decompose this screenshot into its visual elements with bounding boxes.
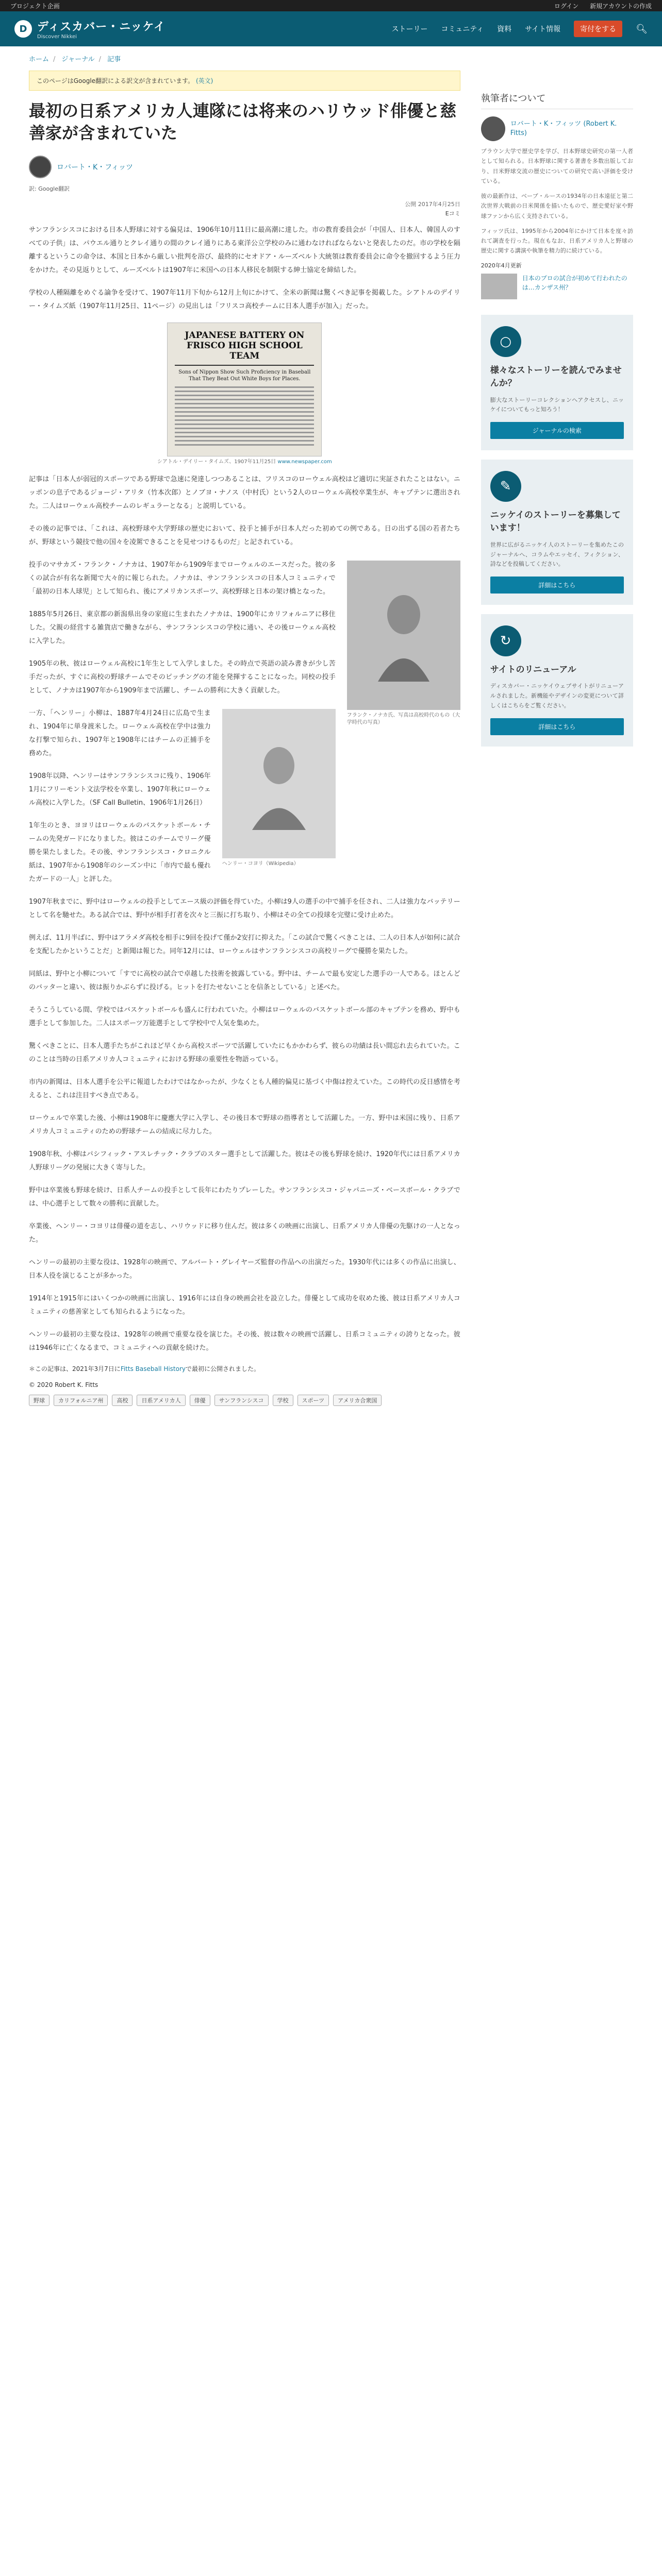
newspaper-clipping-image [167, 323, 322, 456]
article-paragraph: そうこうしている間、学校ではバスケットボールも盛んに行われていた。小柳はローウェルのバスケットボール部のキャプテンを務め、野中も選手として参加した。二人はスポーツ万能選手として学校中で人気を集めた。 [29, 1006, 460, 1027]
pencil-icon: ✎ [490, 471, 521, 502]
article-paragraph: ヘンリーの最初の主要な役は、1928年の映画で、アルバート・グレイヤーズ監督の作品への出演だった。1930年代には多くの作品に出演し、日本人役を演じることが多かった。 [29, 1258, 460, 1280]
article-paragraph: 卒業後、ヘンリー・コヨリは俳優の道を志し、ハリウッドに移り住んだ。彼は多くの映画に出演し、日系アメリカ人俳優の先駆けの一人となった。 [29, 1222, 460, 1244]
article-main [29, 71, 460, 1421]
promo-explore-stories [481, 315, 633, 450]
article-paragraph: 1905年の秋、彼はローウェル高校に1年生として入学しました。その時点で英語の読み書きが少し苦手だったが、すぐに高校の野球チームでそのピッチングの才能を発揮することになった。同校の投手として、ノナカは1907年から1909年まで活躍し、チームの勝利に大きく貢献した。 [29, 659, 336, 694]
clipping-source-link[interactable]: www.newspaper.com [277, 459, 332, 465]
tag[interactable]: カリフォルニア州 [54, 1395, 108, 1406]
sidebar-author-avatar[interactable] [481, 116, 505, 141]
tag-list [29, 1395, 460, 1406]
submit-details-button[interactable]: 詳細はこちら [490, 577, 624, 594]
register-link[interactable]: 新規アカウントの作成 [590, 2, 652, 10]
promo-site-renewal [481, 614, 633, 747]
sidebar-author [481, 116, 633, 141]
refresh-icon: ↻ [490, 625, 521, 656]
newspaper-clipping-figure [29, 323, 460, 466]
article-paragraph: 驚くべきことに、日本人選手たちがこれほど早くから高校スポーツで活躍していたにもかかわらず、彼らの功績は長い間忘れ去られていた。このことは当時の日系アメリカ人コミュニティにおける野球の重要性を物語っている。 [29, 1042, 460, 1063]
promo-text: 膨大なストーリーコレクションへアクセスし、ニッケイについてもっと知ろう！ [490, 396, 624, 413]
article-paragraph: その後の記事では、「これは、高校野球や大学野球の歴史において、投手と捕手が日本人だった初めての例である。日の出ずる国の若者たちが、野球という競技で他の国々を凌駕できることを見せつけるものだ」と記されている。 [29, 524, 460, 546]
article-paragraph: 1908年以降、ヘンリーはサンフランシスコに残り、1906年1月にフリーモント文法学校を卒業し、1907年秋にローウェル高校に入学した。（SF Call Bulletin、1906年1月26日） [29, 772, 211, 807]
search-icon[interactable]: 🔍︎ [636, 23, 648, 35]
footnote: ＊この記事は、2021年3月7日にFitts Baseball Historyで最初に公開されました。 [29, 1365, 260, 1372]
translation-notice [29, 71, 460, 91]
tag[interactable]: アメリカ合衆国 [333, 1395, 382, 1406]
photo-caption-nonaka: フランク・ノナカ氏、写真は高校時代のもの（大学時代の写真） [346, 712, 460, 725]
site-logo[interactable] [14, 18, 166, 40]
tag[interactable]: スポーツ [297, 1395, 329, 1406]
promo-title: ニッケイのストーリーを募集しています！ [490, 510, 621, 534]
tag[interactable]: 日系アメリカ人 [137, 1395, 185, 1406]
publish-date: 公開 2017年4月25日 [405, 201, 460, 208]
login-link[interactable]: ログイン [554, 2, 579, 10]
promo-text: ディスカバー・ニッケイウェブサイトがリニューアルされました。新機能やデザインの変更について詳しくはこちらをご覧ください。 [490, 683, 624, 709]
site-header [0, 11, 662, 46]
article-paragraph: 1907年秋までに、野中はローウェルの投手としてエース級の評価を得ていた。小柳は9人の選手の中で捕手を任され、二人は強力なバッテリーとして名を馳せた。ある試合では、野中が相手打者を次々と三振に打ち取り、小柳はその全ての投球を完璧に受け止めた。 [29, 897, 460, 919]
clipping-headline: JAPANESE BATTERY ON FRISCO HIGH SCHOOL TEAM [175, 330, 314, 366]
photo-caption-koyori: ヘンリー・コヨリ（Wikipedia） [222, 860, 299, 867]
topbar-project-link[interactable]: プロジェクト企画 [10, 2, 60, 10]
breadcrumb: ホーム / ジャーナル / 記事 [29, 56, 121, 63]
promo-text: 世界に広がるニッケイ人のストーリーを集めたこのジャーナルへ、コラムやエッセイ、フィクション、詩などを投稿してください。 [490, 541, 624, 568]
author-bio: 彼の最新作は、ベーブ・ルースの1934年の日本遠征と第二次世界大戦前の日米関係を描いたもので、歴史愛好家や野球ファンから広く支持されている。 [481, 193, 633, 219]
donate-button[interactable]: 寄付をする [574, 21, 622, 37]
article-paragraph: サンフランシスコにおける日本人野球に対する偏見は、1906年10月11日に最高潮に達した。市の教育委員会が「中国人、日本人、韓国人のすべての子供」は、パウエル通りとクレイ通りの間のクレイ通りにある東洋公立学校のみに通わなければならないと発表したのだ。市の学校を隔離するというこの命令は、本国と日本から厳しい批判を浴び、最終的にセオドア・ルーズベルト大統領は教育委員会に命令を撤回するよう圧力をかけた。その見返りとして、ルーズベルトは1907年に米国への日本人移民を制限する紳士協定を締結した。 [29, 226, 460, 274]
author-bio: ブラウン大学で歴史学を学び、日本野球史研究の第一人者として知られる。日本野球に関する著書を多数出版しており、日米野球交流の歴史についての研究で高い評価を受けている。 [481, 148, 633, 184]
logo-mark: D [14, 20, 32, 38]
clipping-subhead: Sons of Nippon Show Such Proficiency in Baseball That They Beat Out White Boys for Places. [178, 369, 311, 382]
article-paragraph: 1908年秋、小柳はパシフィック・アスレチック・クラブのスター選手として活躍した。彼はその後も野球を続け、1920年代には日系アメリカ人野球リーグの発展に大きく寄与した。 [29, 1150, 460, 1172]
article-paragraph: 1885年5月26日、東京都の新潟県出身の家庭に生まれたノナカは、1900年にカリフォルニアに移住した。父親の経営する雑貨店で働きながら、サンフランシスコの学校に通い、その後ローウェル高校に入学した。 [29, 610, 336, 645]
tag[interactable]: サンフランシスコ [214, 1395, 269, 1406]
article-paragraph: 例えば、11月半ばに、野中はアラメダ高校を相手に9回を投げて僅か2安打に抑えた。「この試合で驚くべきことは、二人の日本人が如何に試合を支配したかということだ」と新聞は報じた。同年12月には、ローウェルはサンフランシスコの高校リーグで優勝を果たした。 [29, 934, 460, 955]
related-article[interactable] [481, 274, 633, 299]
tag[interactable]: 俳優 [190, 1395, 210, 1406]
article-paragraph: 投手のマサカズ・フランク・ノナカは、1907年から1909年までローウェルのエースだった。彼の多くの試合が有名な新聞で大々的に報じられた。ノナカは、サンフランシスコの日本人コミュニティで「最初の日本人球児」として知られ、後にアメリカンスポーツ、高校野球と日本の架け橋となった。 [29, 561, 336, 596]
tag[interactable]: 学校 [273, 1395, 293, 1406]
article-paragraph: 野中は卒業後も野球を続け、日系人チームの投手として長年にわたりプレーした。サンフランシスコ・ジャパニーズ・ベースボール・クラブでは、中心選手として数々の勝利に貢献した。 [29, 1186, 460, 1208]
notice-text-body: このページはGoogle翻訳による訳文が含まれています。 [37, 77, 194, 84]
renewal-details-button[interactable]: 詳細はこちら [490, 718, 624, 735]
article-title: 最初の日系アメリカ人連隊には将来のハリウッド俳優と慈善家が含まれていた [29, 101, 457, 143]
nav-stories[interactable]: ストーリー [391, 25, 428, 33]
nav-community[interactable]: コミュニティ [441, 25, 484, 33]
about-author-heading: 執筆者について [481, 91, 633, 109]
photo-henry-koyori [222, 709, 336, 868]
sidebar-author-name[interactable]: ロバート・K・フィッツ (Robert K. Fitts) [510, 120, 617, 137]
breadcrumb-journal[interactable]: ジャーナル [61, 56, 95, 63]
author-block [29, 156, 460, 178]
sidebar [481, 71, 633, 1421]
clipping-caption: シアトル・デイリー・タイムズ、1907年11月25日 www.newspaper.com [157, 459, 332, 465]
article-paragraph: ヘンリーの最初の主要な役は、1928年の映画で重要な役を演じた。その後、彼は数々の映画で活躍し、日系コミュニティの誇りとなった。彼は1946年に亡くなるまで、コミュニティへの貢献を続けた。 [29, 1330, 460, 1352]
article-paragraph: 1年生のとき、ヨヨリはローウェルのバスケットボール・チームの先発ガードになりました。彼はこのチームでリーグ優勝を果たしました。その後、サンフランシスコ・クロニクル紙は、1907年から1908年のシーズン中に「市内で最も優れたガードの一人」と評した。 [29, 821, 211, 883]
article-paragraph: 学校の人種隔離をめぐる論争を受けて、1907年11月下旬から12月上旬にかけて、全米の新聞は驚くべき記事を掲載した。シアトルのデイリー・タイムズ紙（1907年11月25日、11ページ）の見出しは「フリスコ高校チームに日本人選手が加入」だった。 [29, 289, 460, 310]
pdf-link[interactable]: Eコミ [445, 210, 460, 217]
logo-text: ディスカバー・ニッケイ [37, 21, 166, 33]
copyright: © 2020 Robert K. Fitts [29, 1381, 98, 1388]
portrait-photo-koyori [222, 709, 336, 858]
logo-subtitle: Discover Nikkei [37, 34, 77, 40]
portrait-photo-nonaka [347, 561, 460, 710]
clipping-text-lines [175, 386, 314, 446]
related-article-title[interactable]: 日本のプロの試合が初めて行われたのは…カンザス州？ [522, 274, 627, 291]
breadcrumb-article: 記事 [107, 56, 121, 63]
nav-about[interactable]: サイト情報 [525, 25, 561, 33]
article-paragraph: ローウェルで卒業した後、小柳は1908年に慶應大学に入学し、その後日本で野球の指導者として活躍した。一方、野中は米国に残り、日系アメリカ人コミュニティのための野球チームの結成に尽力した。 [29, 1114, 460, 1136]
journal-search-button[interactable]: ジャーナルの検索 [490, 422, 624, 439]
tag[interactable]: 野球 [29, 1395, 49, 1406]
article-paragraph: 記事は「日本人が弱冠的スポーツである野球で急速に発達しつつあることは、フリスコのローウェル高校はど適切に実証されたことはない。ニッポンの息子であるジョージ・アリタ（竹本次郎）とノブヨ・ナノス（中村氏）という2人のローウェル高校卒業生が、キャプテンに選出された。二人はローウェル高校チームのレギュラーとなる」と説明している。 [29, 475, 460, 510]
nav-resources[interactable]: 資料 [497, 25, 512, 33]
breadcrumb-home[interactable]: ホーム [29, 56, 49, 63]
photo-frank-nonaka [347, 561, 460, 726]
topbar [0, 0, 662, 11]
footnote-source-link[interactable]: Fitts Baseball History [120, 1365, 186, 1372]
promo-title: 様々なストーリーを読んでみませんか？ [490, 365, 622, 388]
article-paragraph: 市内の新聞は、日本人選手を公平に報道したわけではなかったが、少なくとも人種的偏見に基づく中傷は控えていた。この時代の反日感情を考えると、これは注目すべき点である。 [29, 1078, 460, 1099]
related-article-thumbnail[interactable] [481, 274, 517, 299]
article-paragraph: 同紙は、野中と小柳について「すでに高校の試合で卓越した技術を披露している。野中は、チームで最も安定した選手の一人である。ほとんどのバッターと違い、彼は振りかぶらずに投げる。ヒットを打たせないことを信条としている」と述べた。 [29, 970, 460, 991]
article-paragraph: 一方、「ヘンリー」小柳は、1887年4月24日に広島で生まれ、1904年に単身渡米した。ローウェル高校在学中は強力な打撃で知られ、1907年と1908年にはチームの正捕手を務めた。 [29, 709, 211, 757]
globe-icon: ○ [490, 326, 521, 357]
article-paragraph: 1914年と1915年にはいくつかの映画に出演し、1916年には自身の映画会社を設立した。俳優として成功を収めた後、彼は日系アメリカ人コミュニティの慈善家としても知られるようになった。 [29, 1294, 460, 1316]
article-meta [29, 200, 460, 218]
author-avatar[interactable] [29, 156, 52, 178]
translator-label: 訳: Google翻訳 [29, 185, 70, 193]
main-nav [392, 21, 648, 37]
author-bio: フィッツ氏は、1995年から2004年にかけて日本を度々訪れて調査を行った。現在もなお、日系アメリカ人と野球の歴史に関する講演や執筆を精力的に続けている。 [481, 227, 633, 255]
original-english-link[interactable]: (英文) [195, 77, 213, 84]
tag[interactable]: 高校 [112, 1395, 133, 1406]
promo-submit-stories [481, 460, 633, 605]
author-name-link[interactable]: ロバート・K・フィッツ [57, 163, 134, 172]
promo-title: サイトのリニューアル [490, 664, 576, 675]
updated-label: 2020年4月更新 [481, 262, 522, 269]
